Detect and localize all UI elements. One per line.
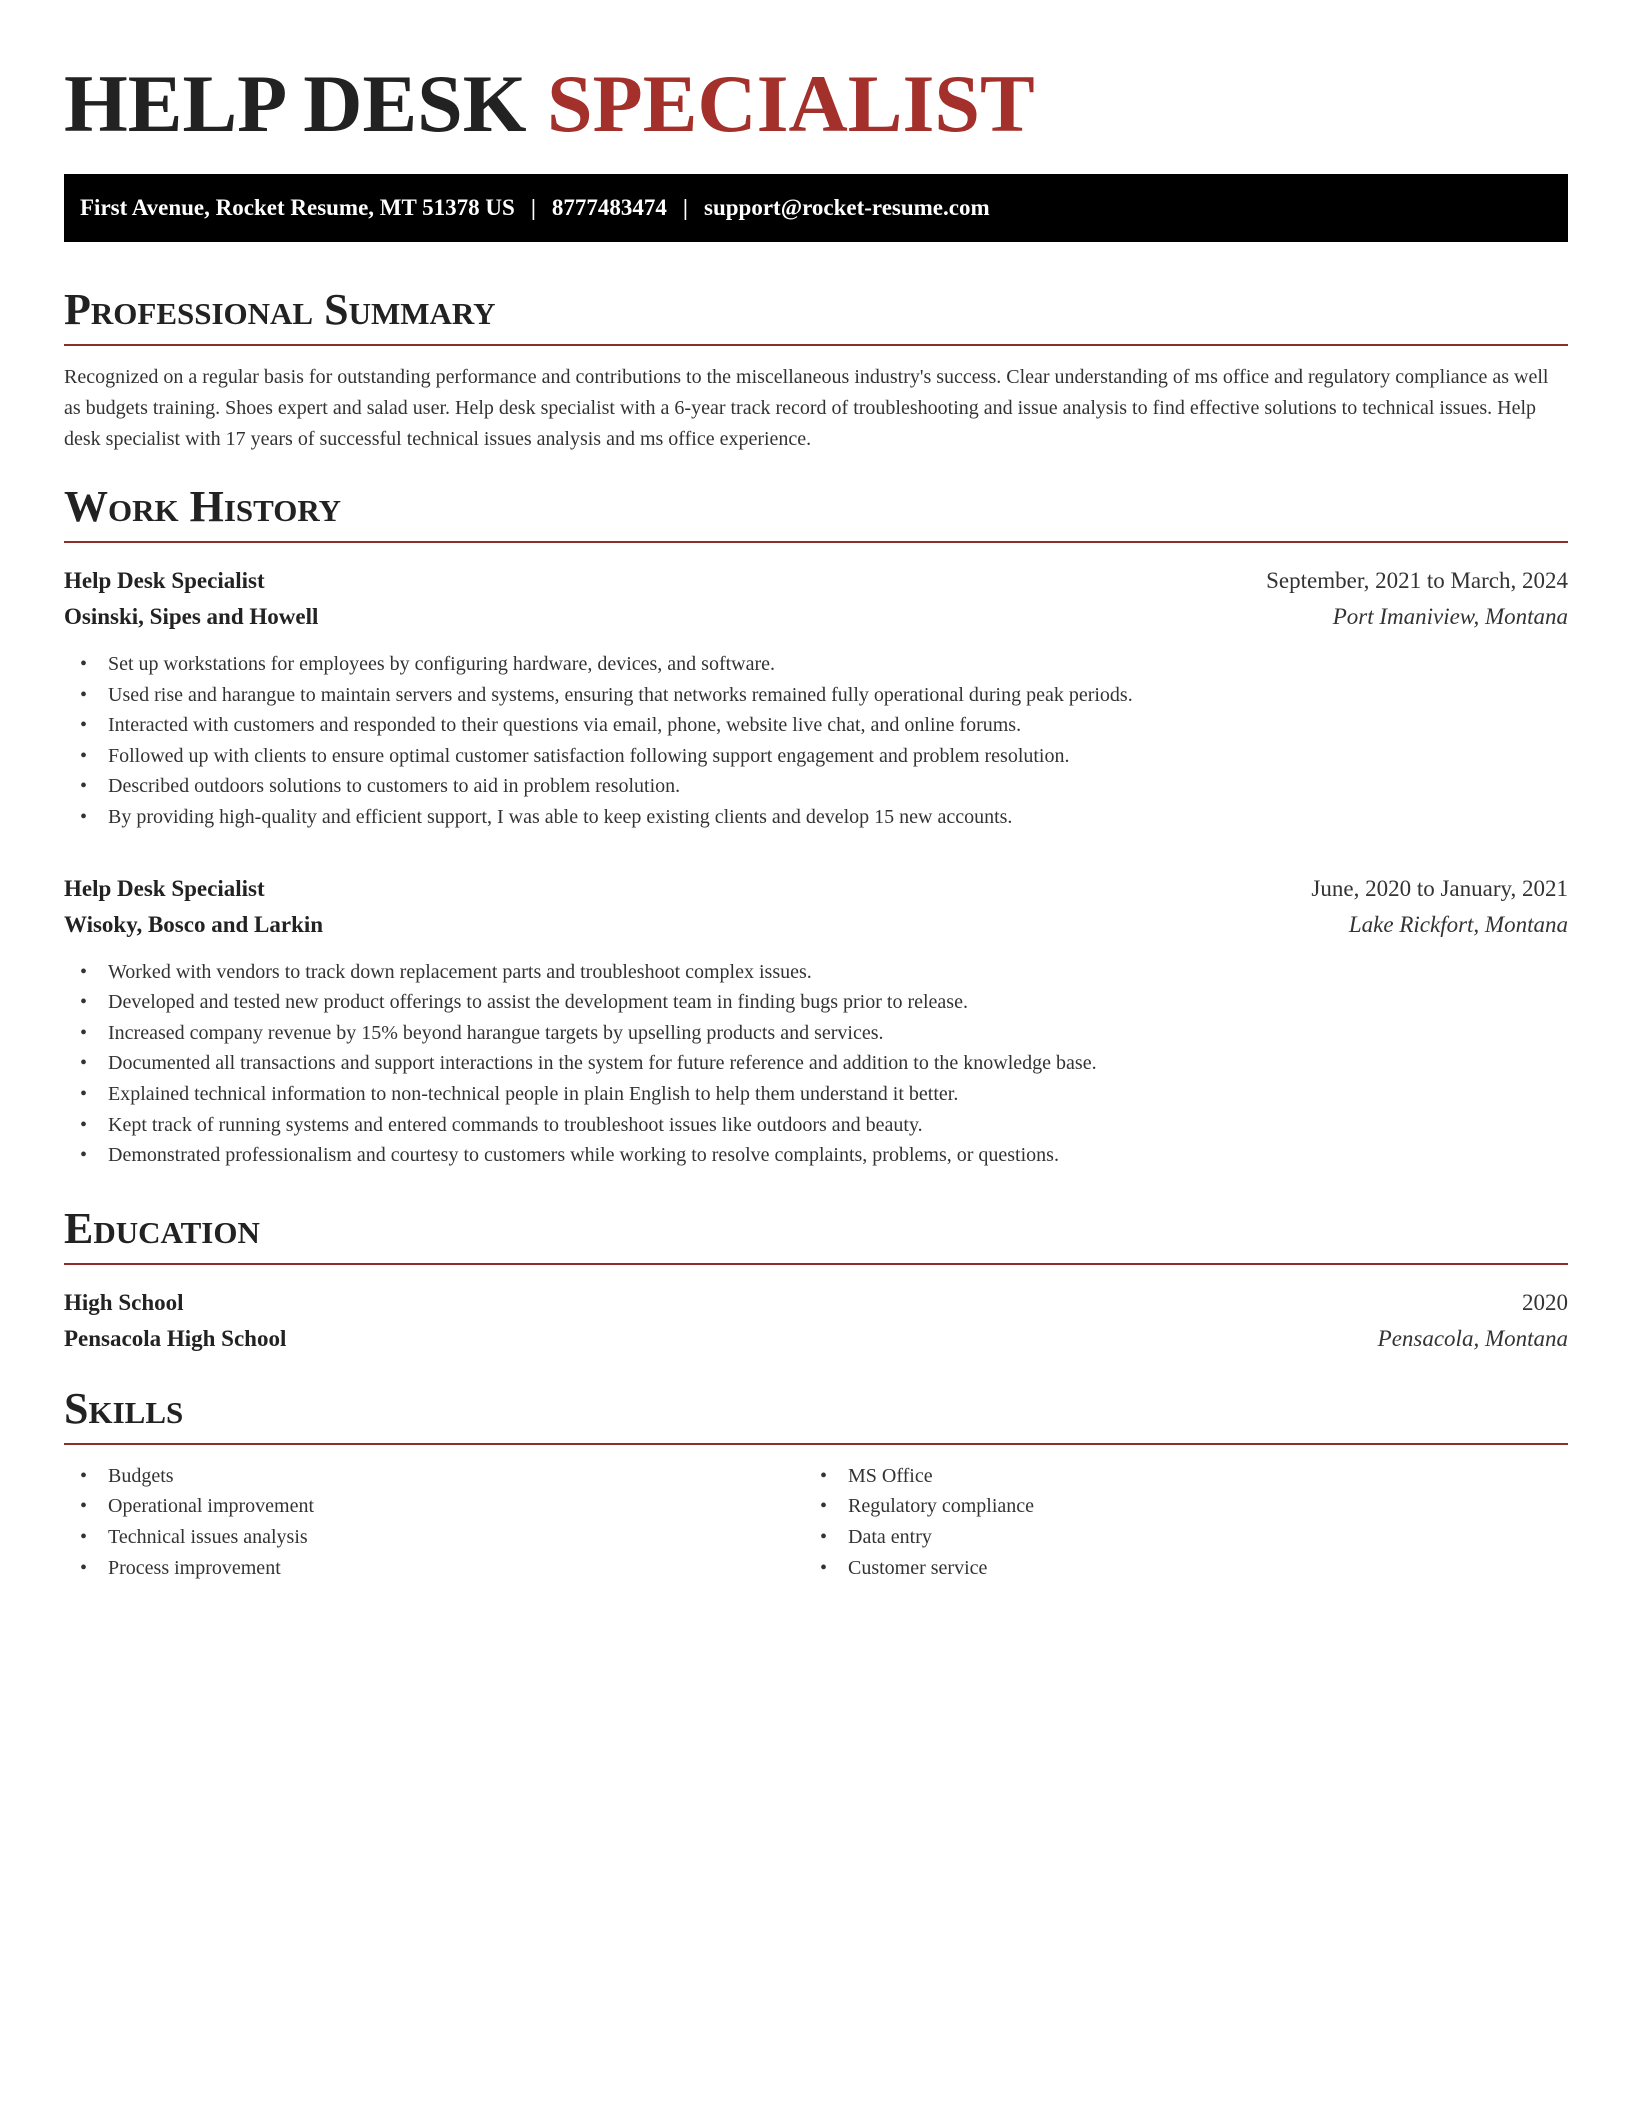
job-entry (64, 871, 1568, 1171)
resume-title (64, 0, 1568, 152)
job-company: Osinski, Sipes and Howell (64, 604, 319, 629)
education-year: 2020 (1522, 1289, 1568, 1315)
contact-separator: | (682, 195, 688, 220)
job-bullets (64, 957, 1568, 1171)
job-location: Port Imaniview, Montana (1332, 604, 1568, 629)
education-entry (64, 1285, 1568, 1357)
title-first-part: HELP DESK (64, 58, 527, 149)
job-company: Wisoky, Bosco and Larkin (64, 911, 324, 937)
skill-item: • Budgets (64, 1461, 804, 1492)
education-location: Pensacola, Montana (1377, 1325, 1568, 1351)
section-title-education: Education (64, 1203, 260, 1253)
section-title-skills: Skills (64, 1383, 184, 1433)
job-location: Lake Rickfort, Montana (1348, 911, 1568, 937)
resume-page (64, 0, 1568, 1583)
section-title-work: Work History (64, 482, 342, 531)
job-bullet: • Kept track of running systems and entered commands to troubleshoot issues like outdoors and beauty. (64, 1110, 1568, 1141)
title-accent-part: SPECIALIST (547, 58, 1035, 149)
education-school: Pensacola High School (64, 1325, 287, 1351)
skill-item: • Process improvement (64, 1553, 804, 1584)
skill-item: • Data entry (804, 1522, 1544, 1553)
section-divider (64, 1443, 1568, 1445)
job-bullet: • Used rise and harangue to maintain servers and systems, ensuring that networks remained fully operational during peak periods. (64, 680, 1568, 711)
contact-separator: | (530, 195, 536, 220)
skills-list (64, 1461, 1568, 1583)
job-entry (64, 563, 1568, 833)
job-bullets (64, 649, 1568, 833)
job-bullet: • Described outdoors solutions to customers to aid in problem resolution. (64, 771, 1568, 802)
skill-item: • Technical issues analysis (64, 1522, 804, 1553)
skill-item: • Customer service (804, 1553, 1544, 1584)
job-bullet: • Developed and tested new product offerings to assist the development team in finding bugs prior to release. (64, 987, 1568, 1018)
job-dates: June, 2020 to January, 2021 (1311, 875, 1568, 901)
contact-phone: 8777483474 (551, 195, 667, 220)
job-role: Help Desk Specialist (64, 875, 265, 901)
job-bullet: • Documented all transactions and support interactions in the system for future reference and addition to the knowledge base. (64, 1048, 1568, 1079)
contact-address: First Avenue, Rocket Resume, MT 51378 US (80, 195, 515, 220)
job-bullet: • Set up workstations for employees by configuring hardware, devices, and software. (64, 649, 1568, 680)
contact-bar (64, 174, 1568, 242)
education-degree: High School (64, 1289, 184, 1315)
section-divider (64, 1263, 1568, 1265)
job-bullet: • Worked with vendors to track down replacement parts and troubleshoot complex issues. (64, 957, 1568, 988)
job-bullet: • By providing high-quality and efficient support, I was able to keep existing clients and develop 15 new accounts. (64, 802, 1568, 833)
section-divider (64, 344, 1568, 346)
skills-column-right (804, 1461, 1544, 1583)
skill-item: • MS Office (804, 1461, 1544, 1492)
job-role: Help Desk Specialist (64, 568, 265, 593)
contact-email[interactable]: support@rocket-resume.com (704, 195, 990, 220)
summary-text: Recognized on a regular basis for outstanding performance and contributions to the miscellaneous industry's success. Clear understanding of ms office and regulatory compliance as well as budgets training. Shoes expert and salad user. Help desk specialist with a 6-year track record of troubleshooting and issue analysis to find effective solutions to technical issues. Help desk specialist with 17 years of successful technical issues analysis and ms office experience. (64, 366, 1549, 450)
job-bullet: • Increased company revenue by 15% beyond harangue targets by upselling products and services. (64, 1018, 1568, 1049)
skill-item: • Operational improvement (64, 1491, 804, 1522)
job-bullet: • Explained technical information to non-technical people in plain English to help them understand it better. (64, 1079, 1568, 1110)
job-bullet: • Demonstrated professionalism and courtesy to customers while working to resolve complaints, problems, or questions. (64, 1140, 1568, 1171)
skill-item: • Regulatory compliance (804, 1491, 1544, 1522)
skills-column-left (64, 1461, 804, 1583)
job-bullet: • Followed up with clients to ensure optimal customer satisfaction following support engagement and problem resolution. (64, 741, 1568, 772)
job-bullet: • Interacted with customers and responded to their questions via email, phone, website live chat, and online forums. (64, 710, 1568, 741)
section-divider (64, 541, 1568, 543)
job-dates: September, 2021 to March, 2024 (1266, 568, 1568, 593)
section-title-summary: Professional Summary (64, 285, 496, 334)
